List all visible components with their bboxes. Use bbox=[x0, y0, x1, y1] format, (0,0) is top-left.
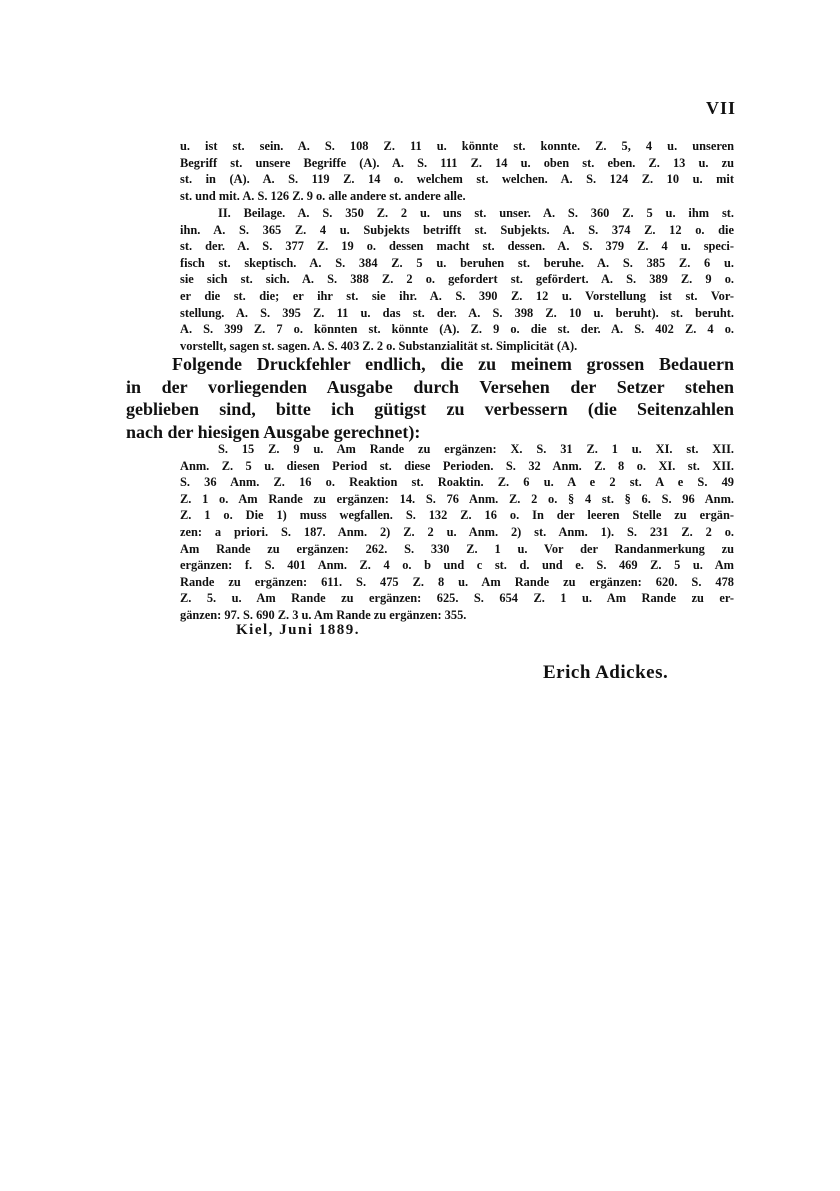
text-line: zen: a priori. S. 187. Anm. 2) Z. 2 u. Anm. 2) st. Anm. 1). S. 231 Z. 2 o. bbox=[180, 524, 734, 539]
errata-list bbox=[180, 441, 734, 624]
text-line: stellung. A. S. 395 Z. 11 u. das st. der. A. S. 398 Z. 10 u. beruht). st. beruht. bbox=[180, 305, 734, 320]
text-line: S. 36 Anm. Z. 16 o. Reaktion st. Roaktin. Z. 6 u. A e 2 st. A e S. 49 bbox=[180, 475, 734, 490]
text-line: A. S. 399 Z. 7 o. könnten st. könnte (A). Z. 9 o. die st. der. A. S. 402 Z. 4 o. bbox=[180, 322, 734, 337]
text-line: sie sich st. sich. A. S. 388 Z. 2 o. gefordert st. gefördert. A. S. 389 Z. 9 o. bbox=[180, 272, 734, 287]
signature: Erich Adickes. bbox=[543, 662, 669, 683]
text-line: II. Beilage. A. S. 350 Z. 2 u. uns st. unser. A. S. 360 Z. 5 u. ihm st. bbox=[218, 206, 734, 220]
text-line: ihn. A. S. 365 Z. 4 u. Subjekts betrifft st. Subjekts. A. S. 374 Z. 12 o. die bbox=[180, 222, 734, 237]
text-line: in der vorliegenden Ausgabe durch Versehen der Setzer stehen bbox=[126, 376, 734, 397]
text-line: Begriff st. unsere Begriffe (A). A. S. 111 Z. 14 u. oben st. eben. Z. 13 u. zu bbox=[180, 155, 734, 170]
text-line: Folgende Druckfehler endlich, die zu meinem grossen Bedauern bbox=[172, 354, 734, 374]
text-line: fisch st. skeptisch. A. S. 384 Z. 5 u. beruhen st. beruhe. A. S. 385 Z. 6 u. bbox=[180, 255, 734, 270]
text-line: geblieben sind, bitte ich gütigst zu verbessern (die Seitenzahlen bbox=[126, 399, 734, 420]
page-number: VII bbox=[705, 98, 736, 118]
text-line: Anm. Z. 5 u. diesen Period st. diese Perioden. S. 32 Anm. Z. 8 o. XI. st. XII. bbox=[180, 458, 734, 473]
text-line: Z. 1 o. Die 1) muss wegfallen. S. 132 Z. 16 o. In der leeren Stelle zu ergän- bbox=[180, 508, 734, 523]
text-line: er die st. die; er ihr st. sie ihr. A. S. 390 Z. 12 u. Vorstellung ist st. Vor- bbox=[180, 288, 734, 303]
place-date: Kiel, Juni 1889. bbox=[236, 622, 361, 638]
text-line: Z. 1 o. Am Rande zu ergänzen: 14. S. 76 Anm. Z. 2 o. § 4 st. § 6. S. 96 Anm. bbox=[180, 491, 734, 506]
text-line: ergänzen: f. S. 401 Anm. Z. 4 o. b und c st. d. und e. S. 469 Z. 5 u. Am bbox=[180, 558, 734, 573]
text-line: Rande zu ergänzen: 611. S. 475 Z. 8 u. Am Rande zu ergänzen: 620. S. 478 bbox=[180, 574, 734, 589]
text-line: Z. 5. u. Am Rande zu ergänzen: 625. S. 654 Z. 1 u. Am Rande zu er- bbox=[180, 591, 734, 606]
text-line: st. in (A). A. S. 119 Z. 14 o. welchem st. welchen. A. S. 124 Z. 10 u. mit bbox=[180, 172, 734, 187]
beilage-paragraph bbox=[180, 205, 734, 354]
druckfehler-paragraph bbox=[126, 353, 734, 443]
text-line: S. 15 Z. 9 u. Am Rande zu ergänzen: X. S. 31 Z. 1 u. XI. st. XII. bbox=[218, 442, 734, 456]
text-line: st. der. A. S. 377 Z. 19 o. dessen macht st. dessen. A. S. 379 Z. 4 u. speci- bbox=[180, 239, 734, 254]
continuation-paragraph bbox=[180, 138, 734, 204]
text-line: st. und mit. A. S. 126 Z. 9 o. alle andere st. andere alle. bbox=[180, 188, 466, 203]
text-line: gänzen: 97. S. 690 Z. 3 u. Am Rande zu ergänzen: 355. bbox=[180, 607, 467, 622]
text-line: nach der hiesigen Ausgabe gerechnet): bbox=[126, 421, 421, 442]
text-line: Am Rande zu ergänzen: 262. S. 330 Z. 1 u. Vor der Randanmerkung zu bbox=[180, 541, 734, 556]
text-line: u. ist st. sein. A. S. 108 Z. 11 u. könnte st. konnte. Z. 5, 4 u. unseren bbox=[180, 139, 734, 153]
text-line: vorstellt, sagen st. sagen. A. S. 403 Z. 2 o. Substanzialität st. Simplicität (A). bbox=[180, 338, 578, 353]
